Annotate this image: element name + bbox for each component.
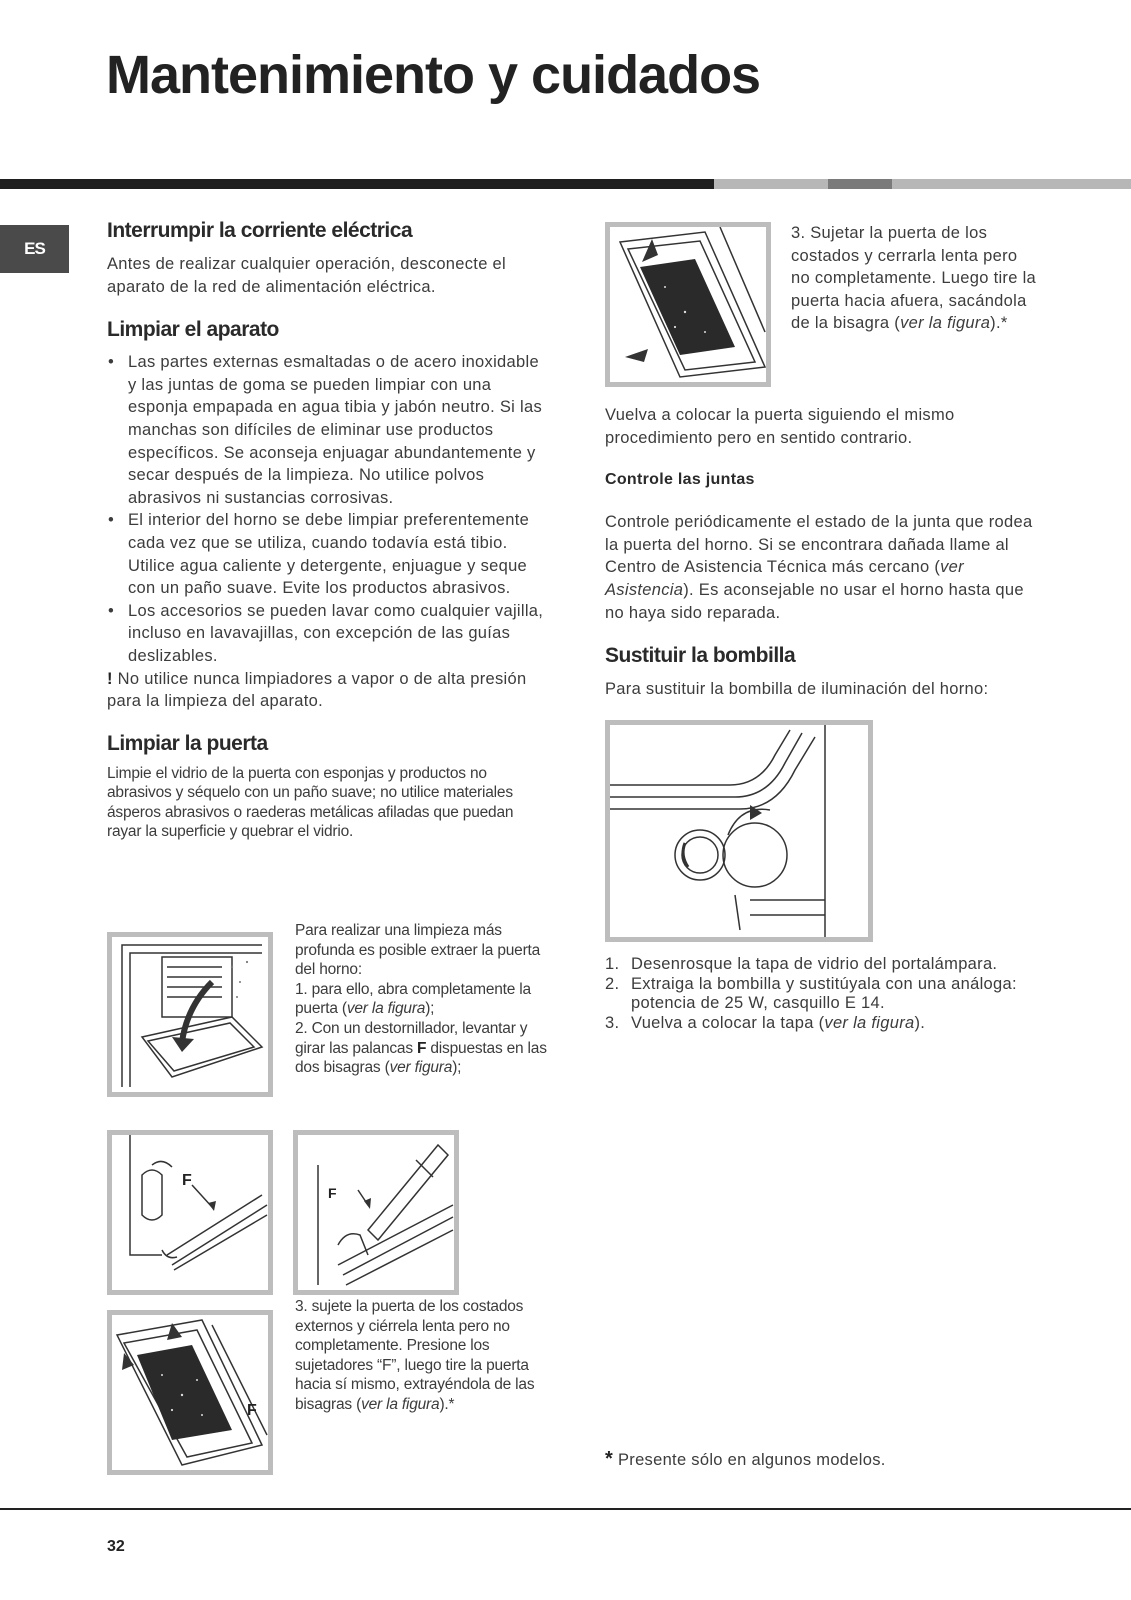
door-step-3: 3. sujete la puerta de los costados externos y ciérrela lenta pero no completamente. Presione los sujetadores “F”, luego tire la puerta hacia sí mismo, extrayéndola de las bisagras (ver la figura).* (295, 1298, 535, 1413)
door-step-3-right: 3. Sujetar la puerta de los costados y cerrarla lenta pero no completamente. Luego tire la puerta hacia afuera, sacándola de la bisagra (ver la figura).* (791, 224, 1037, 333)
footnote-mark: * (605, 1448, 614, 1470)
clean-warning (107, 668, 551, 713)
door-steps-text (295, 921, 553, 1078)
door-step-2: 2. Con un destornillador, levantar y girar las palancas F dispuestas en las dos bisagras (ver figura); (295, 1019, 547, 1077)
header-bar-dark (0, 179, 714, 189)
page-title: Mantenimiento y cuidados (106, 45, 761, 105)
bulb-intro: Para sustituir la bombilla de iluminación del horno: (605, 680, 989, 699)
list-item: 3. Vuelva a colocar la tapa (ver la figura). (605, 1013, 926, 1032)
footnote-text: Presente sólo en algunos modelos. (613, 1451, 886, 1469)
figure-screwdriver (293, 1130, 459, 1295)
left-column (107, 219, 551, 842)
figure-ref: ver la figura (346, 1000, 426, 1018)
screwdriver-illustration (298, 1135, 454, 1290)
warning-text: No utilice nunca limpiadores a vapor o de alta presión para la limpieza del aparato. (107, 669, 527, 711)
door-text: Limpie el vidrio de la puerta con esponjas y productos no abrasivos y séquelo con un paño suave; no utilice materiales ásperos abrasivos o raederas metálicas afiladas que puedan rayar la superficie y quebrar el vidrio. (107, 764, 514, 841)
hinge-label-f: F (182, 1172, 192, 1189)
assistance-ref: ver Asistencia (605, 558, 964, 599)
section-heading-bulb: Sustituir la bombilla (605, 644, 796, 668)
removal-label-f: F (247, 1402, 257, 1419)
door-step-intro: Para realizar una limpieza más profunda es posible extraer la puerta del horno: (295, 922, 541, 979)
clean-list (107, 351, 551, 667)
screwdriver-label-f: F (328, 1185, 337, 1201)
door-step-1: 1. para ello, abra completamente la puerta (ver la figura); (295, 980, 531, 1018)
power-text: Antes de realizar cualquier operación, desconecte el aparato de la red de alimentación eléctrica. (107, 255, 506, 296)
page-number: 32 (107, 1538, 125, 1555)
footer-rule (0, 1508, 1131, 1510)
door-removal-illustration (112, 1315, 268, 1470)
header-bar-mid (828, 179, 892, 189)
door-pull-illustration (610, 227, 766, 382)
header-bar-light (714, 179, 828, 189)
list-item: • Los accesorios se pueden lavar como cualquier vajilla, incluso en lavavajillas, con excepción de las guías deslizables. (107, 600, 551, 668)
seals-text: Controle periódicamente el estado de la junta que rodea la puerta del horno. Si se encontrara dañada llame al Centro de Asistencia Técnica más cercano (ver Asistencia). Es aconsejable no usar el horno hasta que no haya sido reparada. (605, 513, 1033, 622)
figure-door-pull (605, 222, 771, 387)
bulb-steps (605, 955, 1045, 1033)
list-item: • El interior del horno se debe limpiar preferentemente cada vez que se utiliza, cuando todavía está tibio. Utilice agua caliente y detergente, enjuague y seque con un paño suave. Evite los productos abrasivos. (107, 509, 551, 599)
footnote (605, 1448, 886, 1472)
section-heading-clean: Limpiar el aparato (107, 318, 279, 342)
list-item: 1. Desenrosque la tapa de vidrio del portalámpara. (605, 955, 998, 973)
right-column (605, 404, 1035, 701)
figure-ref: ver la figura (824, 1013, 915, 1032)
warning-mark: ! (107, 669, 113, 688)
list-item: 2. Extraiga la bombilla y sustitúyala con una análoga: potencia de 25 W, casquillo E 14. (605, 974, 1017, 1013)
header-bar-light-end (892, 179, 1131, 189)
figure-hinge-lever (107, 1130, 273, 1295)
figure-ref: ver la figura (900, 314, 991, 333)
hinge-lever-illustration (112, 1135, 268, 1290)
section-heading-power: Interrumpir la corriente eléctrica (107, 219, 413, 242)
language-tab: ES (0, 225, 69, 273)
section-heading-door: Limpiar la puerta (107, 731, 268, 755)
list-item: • Las partes externas esmaltadas o de acero inoxidable y las juntas de goma se pueden limpiar con una esponja empapada en agua tibia y jabón neutro. Si las manchas son difíciles de eliminar use productos específicos. Se aconseja enjuagar abundantemente y secar después de la limpieza. No utilice polvos abrasivos ni sustancias corrosivas. (107, 351, 551, 509)
figure-door-removal-f (107, 1310, 273, 1475)
refit-text: Vuelva a colocar la puerta siguiendo el mismo procedimiento pero en sentido contrario. (605, 406, 955, 447)
figure-bulb (605, 720, 873, 942)
oven-lamp-illustration (610, 725, 868, 937)
oven-open-door-illustration (112, 937, 268, 1092)
figure-ref: ver figura (389, 1059, 453, 1077)
figure-ref: ver la figura (361, 1395, 440, 1413)
section-heading-seals: Controle las juntas (605, 471, 755, 489)
figure-open-door (107, 932, 273, 1097)
